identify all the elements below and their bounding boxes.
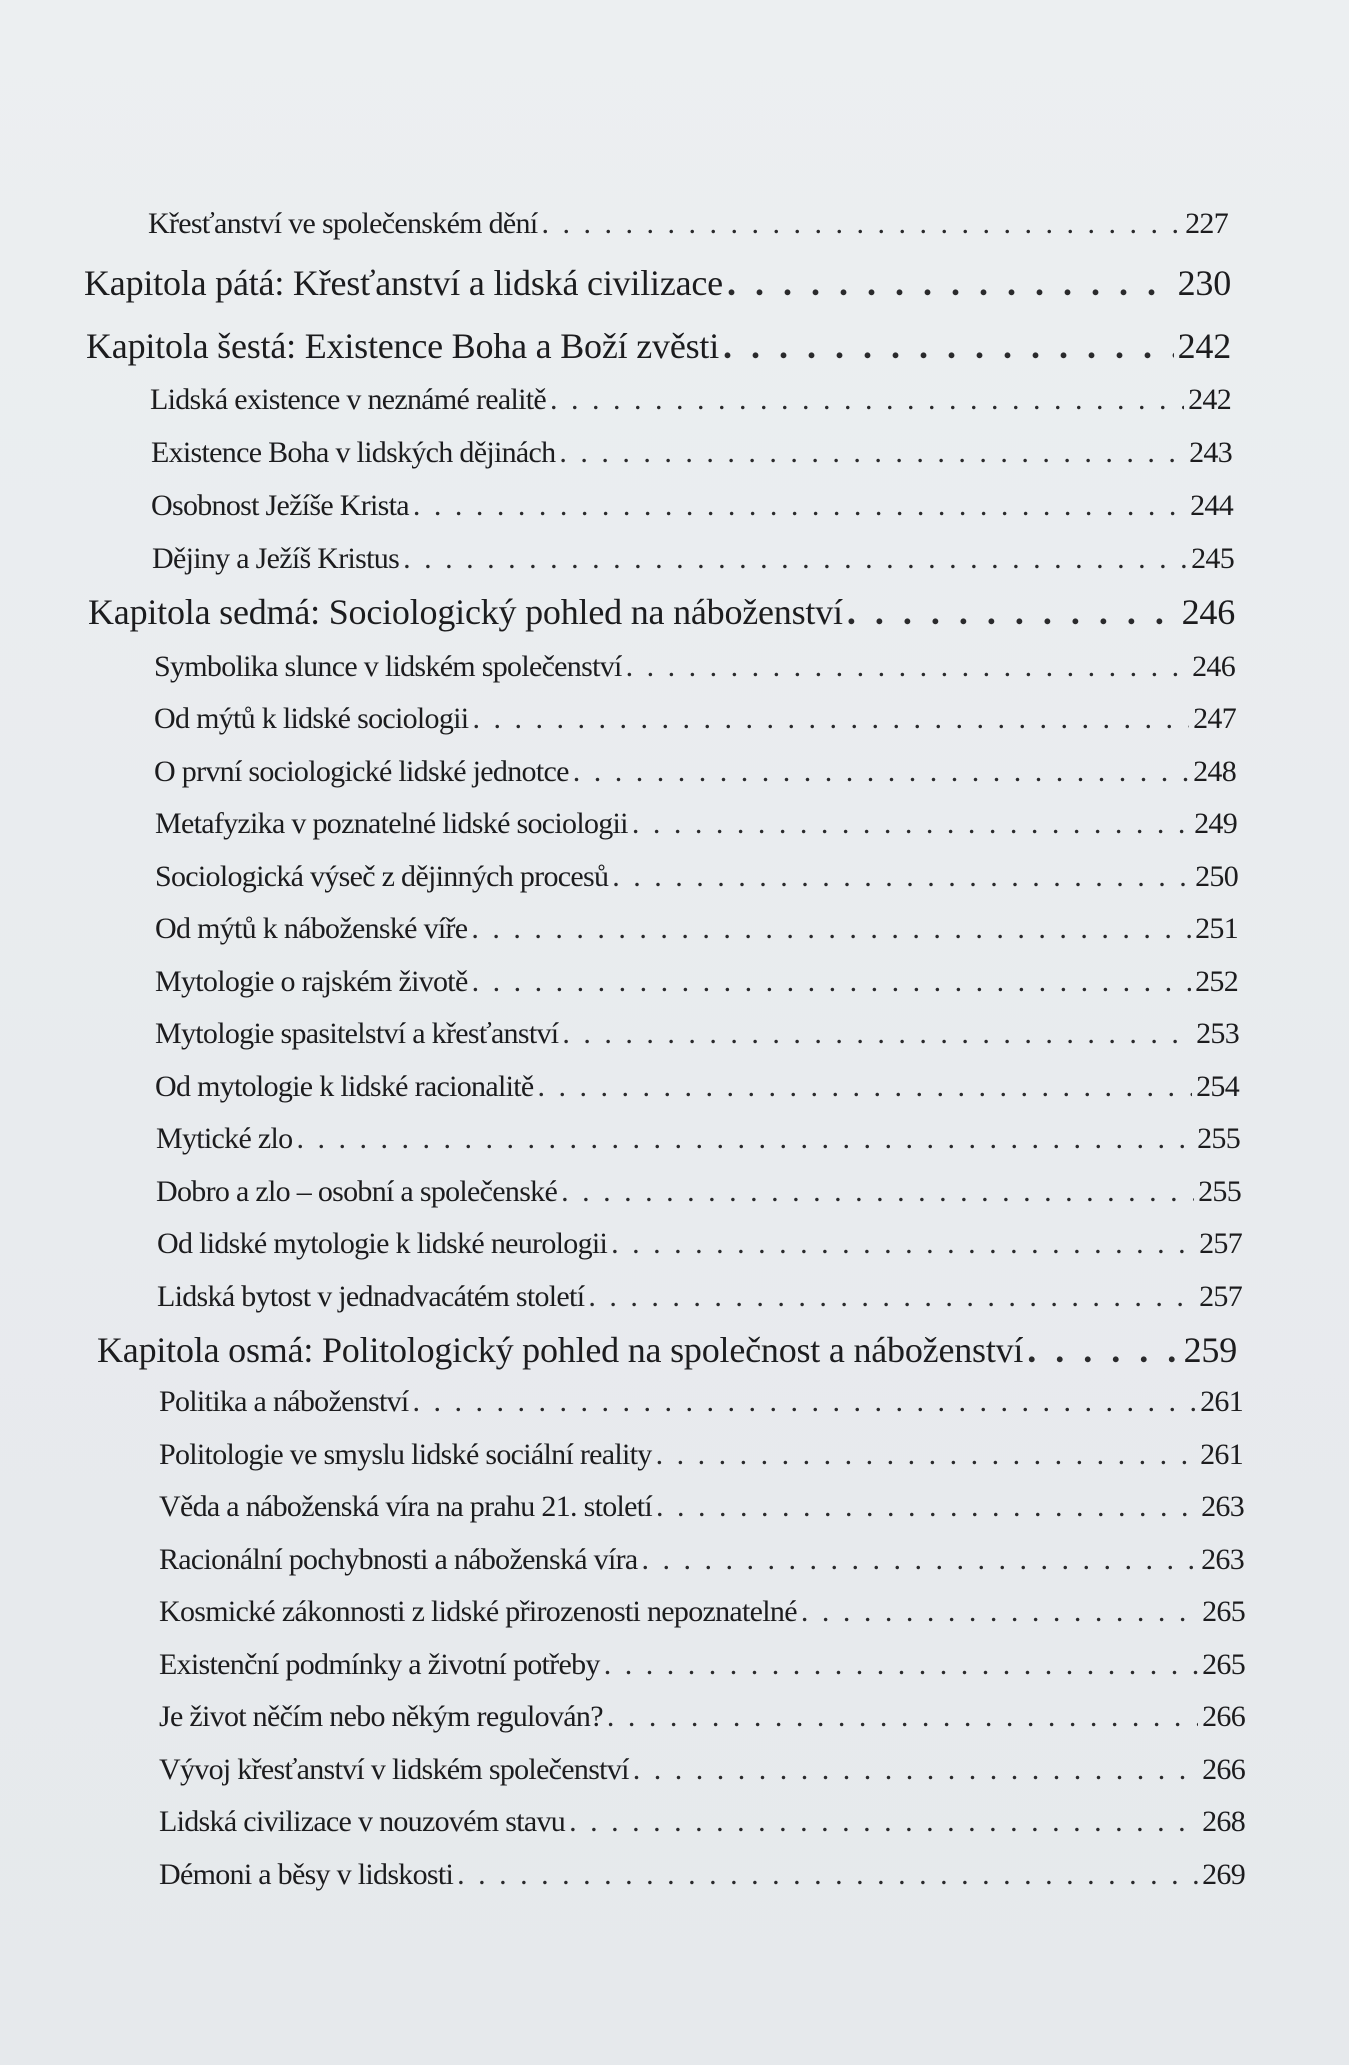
toc-entry bbox=[148, 202, 1228, 246]
toc-entry bbox=[154, 645, 1235, 689]
dot-leader bbox=[642, 1538, 1198, 1582]
toc-entry-title: Křesťanství ve společenském dění bbox=[148, 207, 538, 240]
toc-chapter-page: 259 bbox=[1183, 1330, 1237, 1370]
dot-leader bbox=[472, 697, 1189, 741]
toc-entry bbox=[151, 484, 1233, 528]
toc-entry-title: Metafyzika v poznatelné lidské sociologii bbox=[155, 807, 628, 840]
dot-leader bbox=[559, 431, 1185, 475]
toc-entry-title: Politologie ve smyslu lidské sociální reality bbox=[159, 1438, 652, 1471]
toc-entry-page: 246 bbox=[1192, 650, 1235, 683]
toc-entry-title: Osobnost Ježíše Krista bbox=[151, 489, 409, 522]
toc-entry bbox=[155, 907, 1238, 951]
toc-entry bbox=[155, 802, 1237, 846]
dot-leader bbox=[612, 855, 1191, 899]
toc-entry-page: 257 bbox=[1199, 1227, 1242, 1260]
toc-entry-title: Existence Boha v lidských dějinách bbox=[151, 436, 556, 469]
toc-entry bbox=[159, 1853, 1245, 1897]
toc-entry-title: Mytické zlo bbox=[156, 1122, 293, 1155]
toc-entry-page: 252 bbox=[1195, 965, 1238, 998]
toc-entry-page: 245 bbox=[1191, 542, 1234, 575]
toc-entry-title: Mytologie spasitelství a křesťanství bbox=[155, 1017, 559, 1050]
dot-leader bbox=[847, 590, 1178, 634]
toc-entry-title: Od mytologie k lidské racionalitě bbox=[155, 1070, 534, 1103]
toc-entry-page: 265 bbox=[1202, 1648, 1245, 1681]
toc-entry-title: Věda a náboženská víra na prahu 21. století bbox=[159, 1490, 653, 1523]
dot-leader bbox=[457, 1853, 1198, 1897]
toc-entry-title: Symbolika slunce v lidském společenství bbox=[154, 650, 622, 683]
toc-entry bbox=[159, 1433, 1243, 1477]
toc-entry bbox=[151, 431, 1232, 475]
toc-chapter-page: 242 bbox=[1177, 326, 1231, 366]
toc-entry-page: 265 bbox=[1202, 1595, 1245, 1628]
toc-entry-title: Existenční podmínky a životní potřeby bbox=[159, 1648, 600, 1681]
dot-leader bbox=[723, 324, 1174, 368]
toc-entry-title: Lidská civilizace v nouzovém stavu bbox=[159, 1805, 566, 1838]
toc-entry bbox=[157, 1275, 1242, 1319]
dot-leader bbox=[607, 1695, 1198, 1739]
toc-chapter-page: 246 bbox=[1181, 592, 1235, 632]
toc-entry bbox=[152, 537, 1234, 581]
dot-leader bbox=[569, 1800, 1198, 1844]
toc-chapter bbox=[84, 261, 1231, 305]
toc-entry bbox=[150, 378, 1231, 422]
toc-entry bbox=[159, 1800, 1245, 1844]
dot-leader bbox=[562, 1012, 1192, 1056]
toc-entry bbox=[159, 1643, 1245, 1687]
dot-leader bbox=[633, 1748, 1198, 1792]
dot-leader bbox=[626, 645, 1188, 689]
toc-entry-page: 266 bbox=[1202, 1700, 1245, 1733]
dot-leader bbox=[413, 1380, 1197, 1424]
toc-entry-page: 251 bbox=[1195, 912, 1238, 945]
toc-entry-page: 253 bbox=[1196, 1017, 1239, 1050]
toc-entry-page: 263 bbox=[1201, 1490, 1244, 1523]
toc-entry bbox=[155, 960, 1238, 1004]
toc-entry-page: 249 bbox=[1194, 807, 1237, 840]
dot-leader bbox=[403, 537, 1187, 581]
toc-entry-page: 255 bbox=[1198, 1175, 1241, 1208]
toc-entry-title: Politika a náboženství bbox=[159, 1385, 409, 1418]
toc-entry-page: 244 bbox=[1190, 489, 1233, 522]
dot-leader bbox=[611, 1222, 1195, 1266]
toc-entry-title: Je život něčím nebo někým regulován? bbox=[159, 1700, 603, 1733]
toc-entry bbox=[159, 1695, 1245, 1739]
toc-entry-page: 242 bbox=[1188, 383, 1231, 416]
toc-chapter-title: Kapitola osmá: Politologický pohled na společnost a náboženství bbox=[97, 1330, 1024, 1370]
toc-entry-title: Od mýtů k náboženské víře bbox=[155, 912, 468, 945]
toc-entry-page: 266 bbox=[1202, 1753, 1245, 1786]
toc-entry-title: Lidská existence v neznámé realitě bbox=[150, 383, 546, 416]
toc-chapter-title: Kapitola pátá: Křesťanství a lidská civilizace bbox=[84, 263, 723, 303]
toc-entry bbox=[159, 1538, 1244, 1582]
toc-chapter-page: 230 bbox=[1177, 263, 1231, 303]
toc-entry bbox=[159, 1485, 1244, 1529]
toc-entry-title: Lidská bytost v jednadvacátém století bbox=[157, 1280, 585, 1313]
toc-entry bbox=[155, 1065, 1239, 1109]
toc-entry-title: Sociologická výseč z dějinných procesů bbox=[155, 860, 609, 893]
toc-entry-page: 227 bbox=[1185, 207, 1228, 240]
toc-entry bbox=[155, 855, 1238, 899]
toc-entry bbox=[154, 697, 1236, 741]
toc-entry-page: 250 bbox=[1195, 860, 1238, 893]
dot-leader bbox=[296, 1117, 1193, 1161]
toc-entry bbox=[156, 1170, 1241, 1214]
toc-entry-page: 261 bbox=[1200, 1385, 1243, 1418]
toc-entry-title: Dějiny a Ježíš Kristus bbox=[152, 542, 400, 575]
toc-entry-title: Démoni a běsy v lidskosti bbox=[159, 1858, 454, 1891]
toc-entry-page: 255 bbox=[1197, 1122, 1240, 1155]
toc-entry bbox=[159, 1380, 1243, 1424]
toc-entry-page: 254 bbox=[1196, 1070, 1239, 1103]
toc-chapter-title: Kapitola šestá: Existence Boha a Boží zvěsti bbox=[86, 326, 720, 366]
toc-entry-title: O první sociologické lidské jednotce bbox=[154, 755, 569, 788]
toc-entry-title: Dobro a zlo – osobní a společenské bbox=[156, 1175, 558, 1208]
toc-entry bbox=[154, 750, 1236, 794]
dot-leader bbox=[588, 1275, 1195, 1319]
dot-leader bbox=[632, 802, 1190, 846]
dot-leader bbox=[727, 261, 1174, 305]
dot-leader bbox=[413, 484, 1186, 528]
dot-leader bbox=[656, 1485, 1197, 1529]
dot-leader bbox=[550, 378, 1184, 422]
dot-leader bbox=[801, 1590, 1198, 1634]
toc-chapter bbox=[86, 324, 1231, 368]
toc-chapter-title: Kapitola sedmá: Sociologický pohled na náboženství bbox=[88, 592, 843, 632]
toc-entry-title: Kosmické zákonnosti z lidské přirozenosti nepoznatelné bbox=[159, 1595, 797, 1628]
dot-leader bbox=[604, 1643, 1198, 1687]
dot-leader bbox=[537, 1065, 1192, 1109]
dot-leader bbox=[541, 202, 1181, 246]
toc-entry bbox=[159, 1748, 1245, 1792]
toc-entry-page: 263 bbox=[1201, 1543, 1244, 1576]
toc-entry-page: 257 bbox=[1199, 1280, 1242, 1313]
toc-entry-page: 268 bbox=[1202, 1805, 1245, 1838]
toc-entry-title: Racionální pochybnosti a náboženská víra bbox=[159, 1543, 638, 1576]
dot-leader bbox=[472, 960, 1192, 1004]
toc-entry-page: 243 bbox=[1189, 436, 1232, 469]
dot-leader bbox=[1027, 1328, 1179, 1372]
toc-chapter bbox=[97, 1328, 1237, 1372]
dot-leader bbox=[471, 907, 1191, 951]
dot-leader bbox=[573, 750, 1189, 794]
toc-chapter bbox=[88, 590, 1235, 634]
toc-entry-page: 248 bbox=[1193, 755, 1236, 788]
toc-entry bbox=[157, 1222, 1242, 1266]
toc-entry-title: Vývoj křesťanství v lidském společenství bbox=[159, 1753, 629, 1786]
toc-entry-page: 269 bbox=[1202, 1858, 1245, 1891]
toc-entry bbox=[159, 1590, 1245, 1634]
dot-leader bbox=[561, 1170, 1194, 1214]
toc-entry-page: 261 bbox=[1200, 1438, 1243, 1471]
toc-entry bbox=[156, 1117, 1240, 1161]
toc-entry-page: 247 bbox=[1193, 702, 1236, 735]
toc-entry-title: Mytologie o rajském životě bbox=[155, 965, 468, 998]
toc-entry-title: Od mýtů k lidské sociologii bbox=[154, 702, 469, 735]
toc-entry bbox=[155, 1012, 1239, 1056]
toc-entry-title: Od lidské mytologie k lidské neurologii bbox=[157, 1227, 608, 1260]
dot-leader bbox=[656, 1433, 1196, 1477]
